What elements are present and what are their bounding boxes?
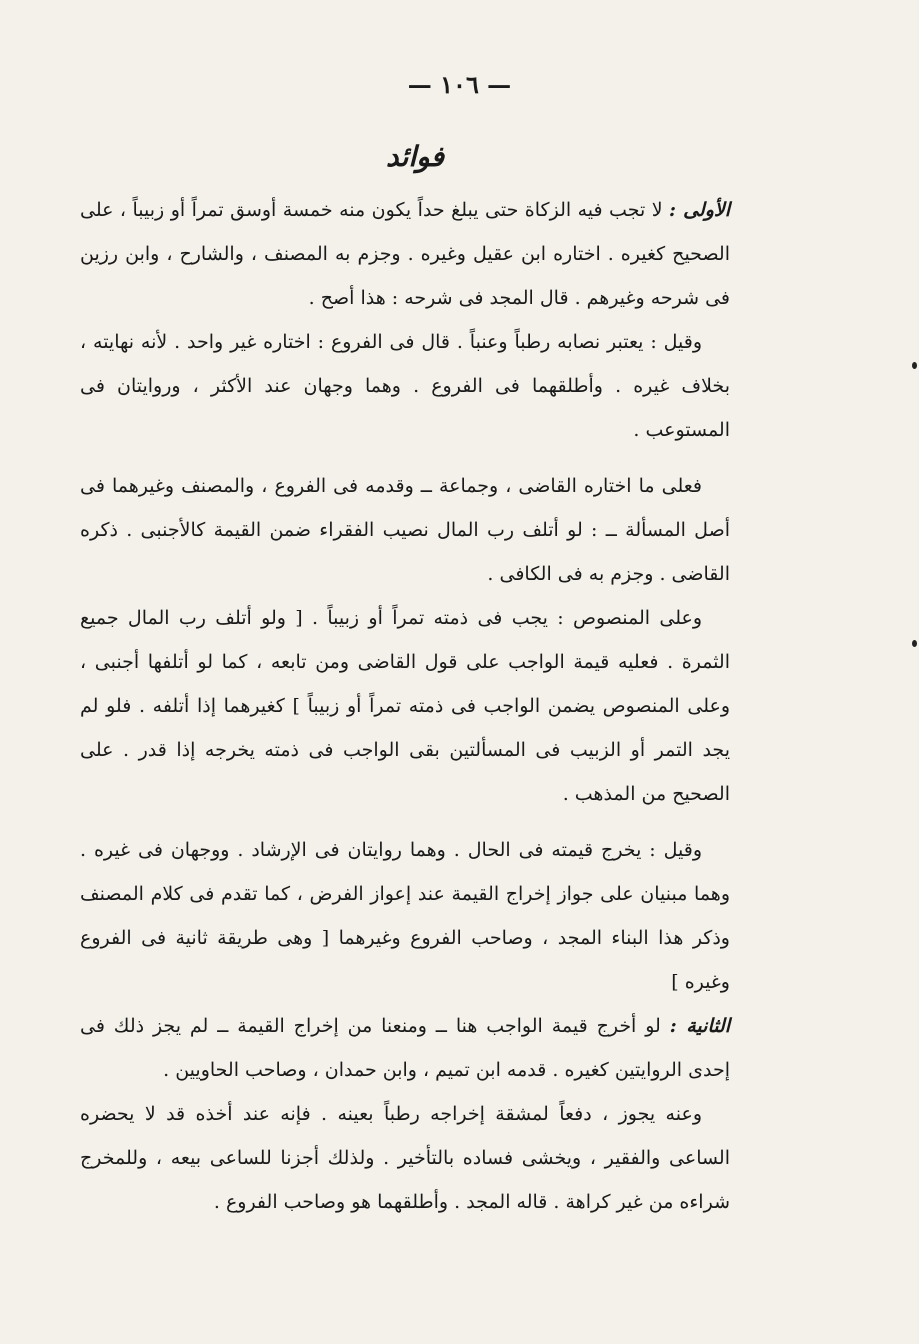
paragraph-lead: الأولى : [669, 199, 730, 221]
paragraph-text: لا تجب فيه الزكاة حتى يبلغ حداً يكون منه خمسة أوسق تمراً أو زبيباً ، على الصحيح كغيره . اختاره ابن عقيل وغيره . وجزم به المصنف ، والشارح ، وابن رزين فى شرحه وغيرهم . قال المجد فى شرحه : هذا أصح . [80, 199, 730, 309]
paragraph-lead: الثانية : [669, 1015, 730, 1037]
paragraph-5 [80, 828, 730, 1004]
page-number: — ١٠٦ — [407, 70, 512, 99]
paragraph-text: وقيل : يخرج قيمته فى الحال . وهما روايتان فى الإرشاد . ووجهان فى غيره . وهما مبنيان على جواز إخراج القيمة عند إعواز الفرض ، كما تقدم فى كلام المصنف وذكر هذا البناء المجد ، وصاحب الفروع وغيرهما [ وهى طريقة ثانية فى الفروع وغيره ] [80, 839, 730, 993]
paragraph-text: وقيل : يعتبر نصابه رطباً وعنباً . قال فى الفروع : اختاره غير واحد . لأنه نهايته ، بخلاف غيره . وأطلقهما فى الفروع . وهما وجهان عند الأكثر ، وروايتان فى المستوعب . [80, 331, 730, 441]
margin-dot [912, 362, 917, 369]
body-text [80, 188, 730, 1224]
paragraph-text: وعنه يجوز ، دفعاً لمشقة إخراجه رطباً بعينه . فإنه عند أخذه قد لا يحضره الساعى والفقير ، ويخشى فساده بالتأخير . ولذلك أجزنا للساعى بيعه ، وللمخرج شراءه من غير كراهة . قاله المجد . وأطلقهما هو وصاحب الفروع . [80, 1103, 730, 1213]
paragraph-1 [80, 188, 730, 320]
paragraph-text: فعلى ما اختاره القاضى ، وجماعة ــ وقدمه فى الفروع ، والمصنف وغيرهما فى أصل المسألة ــ : لو أتلف رب المال نصيب الفقراء ضمن القيمة كالأجنبى . ذكره القاضى . وجزم به فى الكافى . [80, 475, 730, 585]
paragraph-3 [80, 464, 730, 596]
paragraph-4 [80, 596, 730, 816]
margin-dot [912, 640, 917, 647]
section-heading: فوائد [385, 140, 445, 173]
paragraph-text: لو أخرج قيمة الواجب هنا ــ ومنعنا من إخراج القيمة ــ لم يجز ذلك فى إحدى الروايتين كغيره . قدمه ابن تميم ، وابن حمدان ، وصاحب الحاويين . [80, 1015, 730, 1081]
paragraph-7 [80, 1092, 730, 1224]
paragraph-6 [80, 1004, 730, 1092]
paragraph-2 [80, 320, 730, 452]
paragraph-text: وعلى المنصوص : يجب فى ذمته تمراً أو زبيباً . [ ولو أتلف رب المال جميع الثمرة . فعليه قيمة الواجب على قول القاضى ومن تابعه ، كما لو أتلفها أجنبى ، وعلى المنصوص يضمن الواجب فى ذمته تمراً أو زبيباً ] كغيرهما إذا أتلفه . فلو لم يجد التمر أو الزبيب فى المسألتين بقى الواجب فى ذمته يخرجه إذا قدر . على الصحيح من المذهب . [80, 607, 730, 805]
